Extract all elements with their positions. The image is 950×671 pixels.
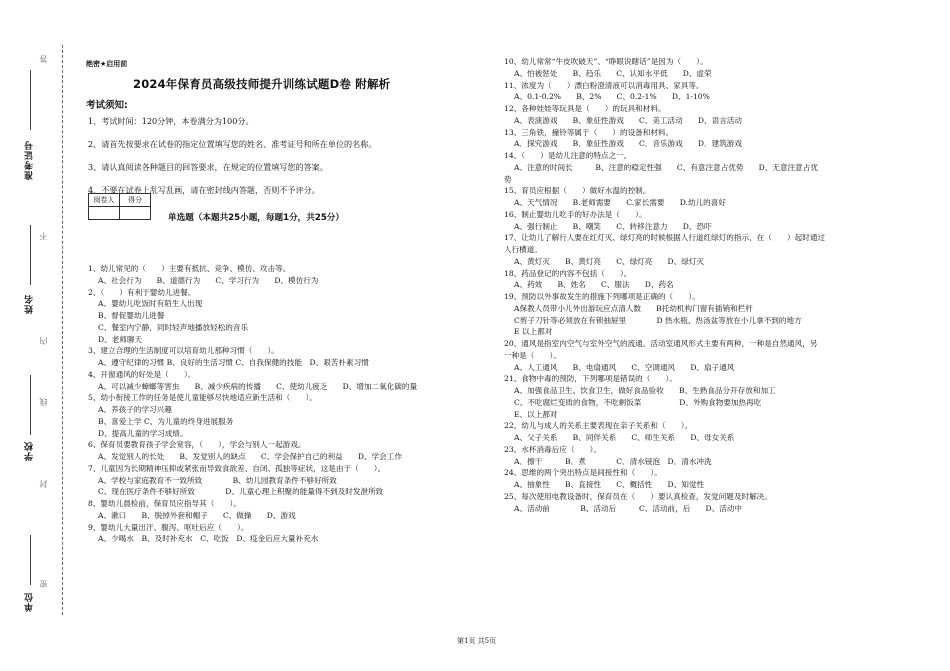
question-text: 14、（ ）是幼儿注意的特点之一。 xyxy=(504,151,632,160)
question-text: 23、水杯消毒后应（ ）。 xyxy=(504,444,601,454)
answer-options: A、抽象性 B、直接性 C、概括性 D、知觉性 xyxy=(514,480,705,489)
question-text: 24、思维的两个突出特点是间接性和（ ）。 xyxy=(504,468,662,478)
left-question-column xyxy=(88,263,417,545)
answer-options: A、人工通风 B、电扇通风 C、空调通风 D、扇子通风 xyxy=(514,362,735,372)
unit-fill-line xyxy=(30,535,31,585)
answer-options: A、表演游戏 B、象征性游戏 C、美工活动 D、语言活动 xyxy=(514,115,742,125)
notice-line: 4、不要在试卷上乱写乱画，请在密封线内答题，否则不予评分。 xyxy=(88,185,320,195)
question-text: 4、开窗通风的好处是（ ）。 xyxy=(88,369,196,379)
question-text: 21、食物中毒的预防，下列哪项是错误的（ ）。 xyxy=(504,374,677,384)
question-text: 5、幼小衔接工作的任务是使儿童能够尽快地适应新生活和（ ）。 xyxy=(88,393,317,403)
answer-options: A、强行制止 B、嘲笑 C、转移注意力 D、恐吓 xyxy=(514,221,712,231)
answer-options: A、学校与家庭教育不一致所致 B、幼儿园教育条件不够好所致 xyxy=(98,475,337,485)
exam-number-fill-line xyxy=(30,70,31,130)
notice-list xyxy=(88,116,376,196)
notice-line: 1、考试时间：120分钟，本卷满分为100分。 xyxy=(88,116,254,126)
answer-options: A、0.1-0.2% B、2% C、0.2-1% D、1-10% xyxy=(514,92,710,102)
seal-word: 线 xyxy=(39,398,48,406)
answer-options: A、黄灯灭 B、黄灯亮 C、绿灯亮 D、绿灯灭 xyxy=(514,256,705,266)
answer-options: E 以上都对 xyxy=(514,327,553,337)
answer-options: A．探究游戏 B．象征性游戏 C．音乐游戏 D．建筑游戏 xyxy=(514,139,742,149)
answer-options: A、遵守纪律的习惯 B、良好的生活习惯 C、自我保健的技能 D、艰苦朴素习惯 xyxy=(98,358,369,367)
answer-options: A、怕被惩处 B、趋乐 C、认知水平低 D、虚荣 xyxy=(514,68,712,78)
school-fill-line xyxy=(30,375,31,435)
question-text: 22、幼儿与成人的关系主要表现在亲子关系和（ ）。 xyxy=(504,421,693,431)
question-text: 8、婴幼儿晨检前，保育员应指导其（ ）。 xyxy=(88,499,241,508)
question-text: 1、幼儿常见的（ ）主要有抵抗、竞争、模仿、攻击等。 xyxy=(88,264,291,273)
answer-options: A、可以减少蟑螂等害虫 B、减少疾病的传播 C、使幼儿疲乏 D、增加二氧化碳的量 xyxy=(98,381,418,391)
answer-options: A．擦干 B．煮 C．清水锓泡 D．清水冲洗 xyxy=(514,456,712,466)
seal-word: 密 xyxy=(39,580,48,588)
question-text: 19、预防以外事故发生的措施下列哪项是正确的（ ）。 xyxy=(504,292,700,301)
question-text: 势 xyxy=(504,174,512,184)
seal-word: 内 xyxy=(39,337,48,345)
answer-options: A、注意的时间长 B、注意的稳定性强 C、有意注意占优势 D、无意注意占优 xyxy=(514,162,818,172)
question-text: 7、儿童因为长期精神压抑或紧张而导致食欲差、自闭、孤独等症状，这是由于（ ）。 xyxy=(88,463,386,473)
question-text: 17、让幼儿了解行人要在红灯灭、绿灯亮的时候根据人行道红绿灯的指示，在（ ）起时通过 xyxy=(504,233,826,243)
answer-options: C、餐室内宁静，同时轻声地播放轻松的音乐 xyxy=(98,322,249,332)
page-title: 2024年保育员高级技师提升训练试题D卷 附解析 xyxy=(133,77,391,91)
answer-options: B、督促婴幼儿进餐 xyxy=(98,311,165,320)
notice-line: 2、请首先按要求在试卷的指定位置填写您的姓名、准考证号和所在单位的名称。 xyxy=(88,139,377,149)
question-text: 25、每次使用电教设备时，保育员在（ ）要认真检查，发觉问题及时解决。 xyxy=(504,491,772,501)
notice-heading: 考试须知: xyxy=(86,100,128,111)
question-text: 15、育员应根据（ ）做好水温的控制。 xyxy=(504,186,651,196)
answer-options: A、药效 B、姓名 C、服法 D、药名 xyxy=(514,280,674,290)
question-text: 11、浓度为（ ）漂白粉澄清液可以消毒用具、家具等。 xyxy=(504,80,704,90)
question-text: 一种是（ ）。 xyxy=(504,350,561,360)
score-box xyxy=(88,193,151,220)
answer-options: A、父子关系 B、同伴关系 C、师生关系 D、母女关系 xyxy=(514,433,735,442)
answer-options: B、喜爱上学 C、为儿童的终身进展服务 xyxy=(98,416,234,426)
question-text: 人行横道。 xyxy=(504,245,542,254)
binding-dashed-line xyxy=(62,45,63,615)
question-text: 18、药品登记的内容不包括（ ）。 xyxy=(504,268,632,278)
answer-options: A、婴幼儿吃饭时有陌生人出现 xyxy=(98,299,203,309)
unit-label: 单位 xyxy=(25,592,35,612)
secret-mark: 绝密★启用前 xyxy=(86,60,128,68)
question-text: 20、通风是指室内空气与室外空气的流通。活动室通风形式主要有两种，一种是自然通风，另 xyxy=(504,339,818,348)
question-text: 3、建立合理的生活制度可以培育幼儿那种习惯（ ）。 xyxy=(88,346,279,356)
score-cell: 得分 xyxy=(120,194,151,207)
answer-options: E、以上都对 xyxy=(514,409,558,419)
answer-options: A保教人员带小儿外出游玩应点清人数 B托幼机构门窗有插销和栏杆 xyxy=(514,303,753,313)
question-text: 9、婴幼儿大量出汗、腹泻、呕吐后应（ ）。 xyxy=(88,522,249,532)
question-text: 13、三角铁，撞铃等属于（ ）的设备和材料。 xyxy=(504,127,674,137)
answer-options: D、提高儿童的学习成绩。 xyxy=(98,428,188,438)
answer-options: A、活动前 B、活动后 C、活动前，后 D、活动中 xyxy=(514,503,742,513)
seal-word: 不 xyxy=(39,232,48,240)
question-text: 2、（ ）有利于婴幼儿进餐。 xyxy=(88,287,196,297)
answer-options: A、少喝水 B、及时补充水 C、吃饭 D、疫金后应大量补充水 xyxy=(98,534,319,544)
question-text: 6、保育员要教育孩子学会宽容，（ ），学会与别人一起游戏。 xyxy=(88,440,306,450)
name-fill-line xyxy=(30,225,31,285)
answer-options: C、不吃腐烂变质的食物，不吃剩饭菜 D、外购食物要加热再吃 xyxy=(514,397,762,407)
question-text: 10、幼儿常常“牛皮吹破天”、“睁眼说瞎话”是因为（ ）。 xyxy=(504,57,708,66)
seal-word: 封 xyxy=(39,480,48,488)
answer-options: D、老师聊天 xyxy=(98,334,143,344)
right-question-column xyxy=(504,56,902,514)
question-text: 12、各种娃娃等玩具是（ ）的玩具和材料。 xyxy=(504,104,666,113)
answer-options: C、现在医疗条件不够好所致 D、儿童心理上积聚的能量得不到及时发泄所致 xyxy=(98,487,384,497)
notice-line: 3、请认真阅读各种题目的回答要求，在规定的位置填写您的答案。 xyxy=(88,162,328,172)
answer-options: C剪子刀针等必须放在有锁抽屉里 D 热水瓶、热汤盆等放在小儿拿不到的地方 xyxy=(514,315,802,325)
page-number: 第1页 共5页 xyxy=(457,637,497,645)
seal-word: 答 xyxy=(39,55,48,63)
answer-options: A、漱口 B、脱掉外套和帽子 C、做操 D、游戏 xyxy=(98,510,296,520)
exam-number-label: 准考证号 xyxy=(25,140,35,180)
answer-options: A、发觉别人的长处 B、发觉别人的缺点 C、学会保护自己的利益 D、学会工作 xyxy=(98,452,402,461)
reviewer-blank xyxy=(89,207,120,220)
answer-options: A、养孩子的学习兴趣 xyxy=(98,405,172,414)
answer-options: A、社会行为 B、道德行为 C、学习行为 D、模仿行为 xyxy=(98,275,319,285)
name-label: 姓名 xyxy=(25,294,35,314)
score-blank xyxy=(120,207,151,220)
school-label: 学校 xyxy=(25,441,35,461)
section-heading: 单选题（本题共25小题，每题1分，共25分） xyxy=(168,213,344,223)
reviewer-cell: 阅卷人 xyxy=(89,194,120,207)
answer-options: A、加强食品卫生、饮食卫生，做好食品验收 B、生熟食品分开存放和加工 xyxy=(514,386,776,395)
answer-options: A、天气情况 B.老师需要 C.家长需要 D.幼儿的喜好 xyxy=(514,198,726,207)
question-text: 16、制止婴幼儿吃手的好办法是（ ）。 xyxy=(504,209,647,219)
